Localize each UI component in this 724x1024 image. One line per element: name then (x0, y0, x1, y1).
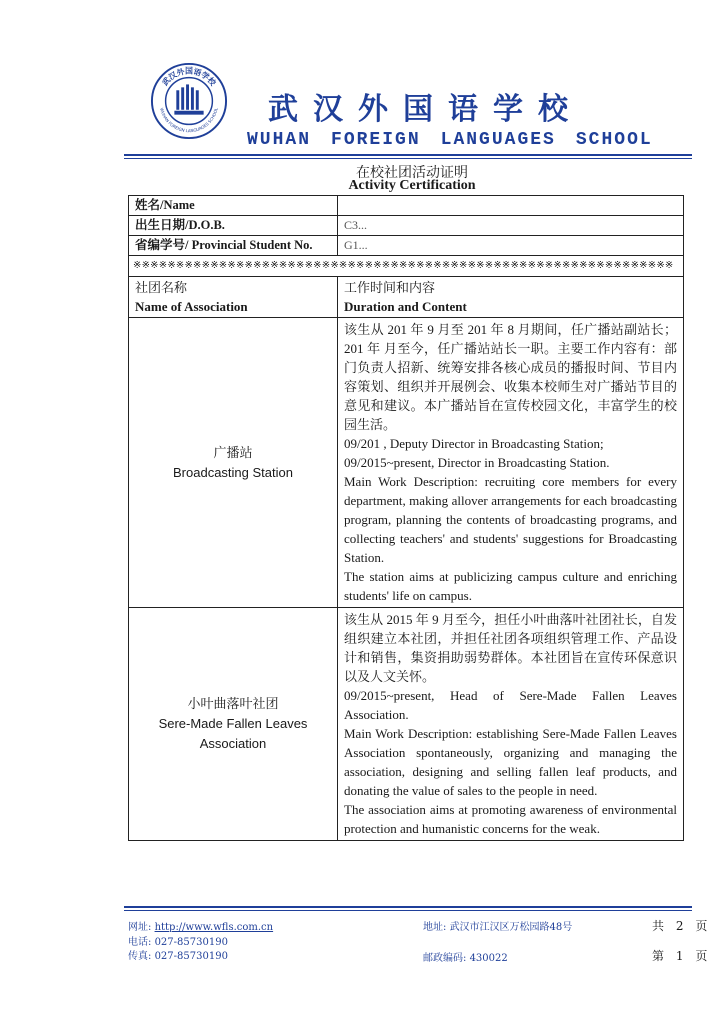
column-header-cn: 工作时间和内容 (344, 280, 436, 295)
fax-label: 传真: (128, 951, 152, 962)
school-name-en-word: FOREIGN (331, 130, 421, 150)
info-label: 省编学号/ Provincial Student No. (129, 236, 338, 255)
postcode-value: 430022 (469, 953, 508, 964)
total-pages-value: 2 (675, 919, 684, 933)
footer-postcode (423, 949, 508, 964)
association-content (338, 318, 683, 607)
footer-divider (124, 906, 692, 908)
school-name-en-word: SCHOOL (575, 130, 653, 150)
info-value (338, 196, 683, 215)
current-page-value: 1 (675, 949, 684, 963)
association-name-en: Sere-Made Fallen Leaves Association (158, 716, 308, 751)
fax-value: 027-85730190 (154, 951, 228, 962)
current-prefix: 第 (652, 949, 665, 963)
star-separator: ※※※※※※※※※※※※※※※※※※※※※※※※※※※※※※※※※※※※※※※※※※※※※※※※※※※※※※※※※※※※※※※ (133, 260, 674, 271)
association-row (128, 317, 684, 607)
content-paragraph: The association aims at promoting awareness of environmental protection and humanistic concerns for the weak. (344, 802, 677, 836)
footer-divider-thin (124, 910, 692, 911)
total-prefix: 共 (652, 919, 665, 933)
info-value: G1... (344, 238, 368, 252)
content-paragraph: Main Work Description: establishing Sere-Made Fallen Leaves Association spontaneously, organizing and managing the association, designing and selling fallen leaf products, and donating the value of sales to the people in need. (344, 726, 677, 798)
document-title-cn: 在校社团活动证明 (356, 166, 468, 181)
association-name-en: Broadcasting Station (173, 464, 293, 480)
total-pages (652, 917, 707, 934)
info-row-student-no (128, 235, 684, 255)
association-name (129, 608, 338, 840)
content-paragraph: 该生从 2015 年 9 月至今，担任小叶曲落叶社团社长，自发组织建立本社团，并担任社团各项组织管理工作、产品设计和销售，集资捐助弱势群体。本社团旨在宣传环保意识以及人文关怀。 (344, 612, 677, 684)
column-header-association (129, 277, 338, 317)
website-label: 网址: (128, 922, 152, 933)
page-suffix: 页 (695, 919, 708, 933)
address-value: 武汉市江汉区万松园路48号 (449, 922, 573, 933)
info-label: 出生日期/D.O.B. (129, 216, 338, 235)
table-header-row (128, 276, 684, 317)
column-header-duration (338, 277, 683, 317)
phone-value: 027-85730190 (154, 937, 228, 948)
logo-text-cn: 武汉外国语学校 (160, 66, 218, 88)
header-divider-thin (124, 158, 692, 159)
school-name-en-word: WUHAN (247, 130, 312, 150)
separator-row (128, 255, 684, 276)
info-value: C3... (344, 218, 368, 232)
column-header-en: Duration and Content (344, 299, 467, 314)
association-name-cn: 广播站 (213, 444, 253, 460)
content-paragraph: The station aims at publicizing campus culture and enriching students' life on campus. (344, 569, 677, 603)
postcode-label: 邮政编码: (423, 953, 467, 964)
association-row (128, 607, 684, 841)
school-name-en (247, 130, 653, 150)
info-row-dob (128, 215, 684, 235)
content-paragraph: 09/201 , Deputy Director in Broadcasting Station; (344, 436, 604, 451)
document-title-en: Activity Certification (348, 178, 476, 193)
association-name-cn: 小叶曲落叶社团 (187, 696, 279, 711)
certification-table (128, 195, 684, 841)
school-logo (150, 62, 228, 140)
association-name (129, 318, 338, 607)
content-paragraph: Main Work Description: recruiting core members for every department, making allover arrangements for each broadcasting program, planning the contents of broadcasting programs, and collecting teachers' and students' suggestions for Broadcasting Station. (344, 474, 677, 565)
footer-fax (128, 947, 228, 962)
logo-text-en: WUHAN FOREIGN LANGUAGES SCHOOL (159, 107, 219, 134)
footer-phone (128, 933, 228, 948)
school-name-en-word: LANGUAGES (440, 130, 556, 150)
info-row-name (128, 195, 684, 215)
website-link[interactable]: http://www.wfls.com.cn (154, 922, 274, 933)
school-name-cn: 武汉外国语学校 (268, 92, 583, 127)
header-divider (124, 154, 692, 156)
footer-website (128, 918, 273, 933)
footer-address (423, 918, 572, 933)
column-header-en: Name of Association (135, 299, 248, 314)
current-page (652, 947, 707, 964)
association-content (338, 608, 683, 840)
info-label: 姓名/Name (129, 196, 338, 215)
address-label: 地址: (423, 922, 447, 933)
content-paragraph: 09/2015~present, Head of Sere-Made Fallen Leaves Association. (344, 688, 677, 722)
page-suffix: 页 (695, 949, 708, 963)
content-paragraph: 09/2015~present, Director in Broadcasting Station. (344, 455, 610, 470)
phone-label: 电话: (128, 937, 152, 948)
column-header-cn: 社团名称 (135, 280, 188, 295)
content-paragraph: 该生从 201 年 9 月至 201 年 8 月期间，任广播站副站长；201 年 月至今，任广播站站长一职。主要工作内容有：部门负责人招新、统筹安排各核心成员的播报时间、节目内容策划、组织并开展例会、收集本校师生对广播站节目的意见和建议。本广播站旨在宣传校园文化，丰富学生的校园生活。 (344, 322, 677, 432)
